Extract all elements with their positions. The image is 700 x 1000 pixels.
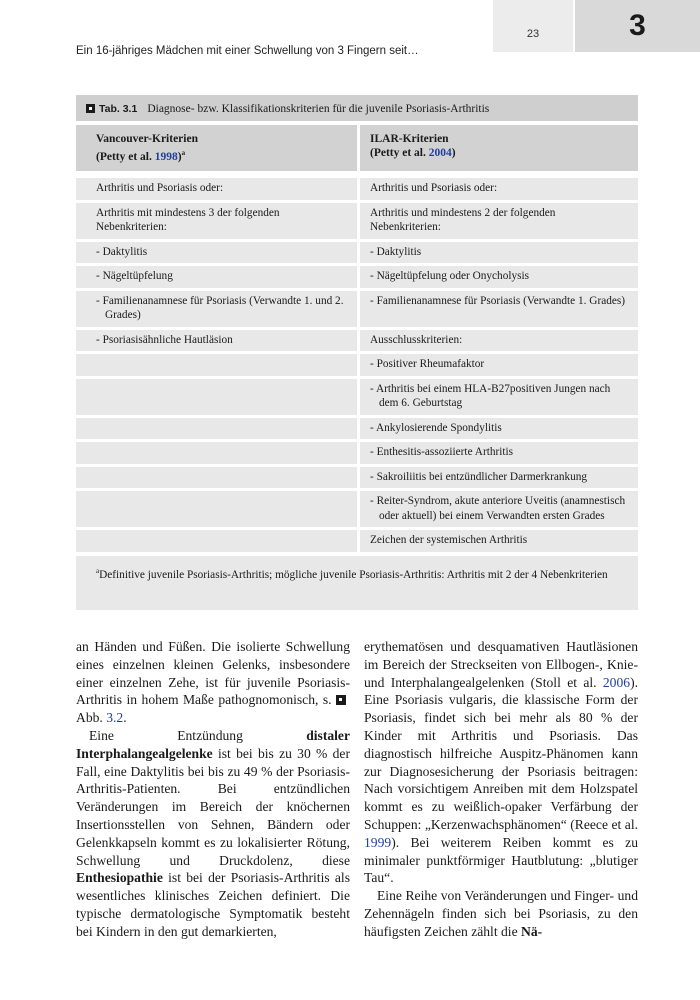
- table-cell-ilar: - Ankylosierende Spondylitis: [357, 418, 638, 440]
- body-column-left: [76, 638, 350, 941]
- table-cell-vancouver: - Nägeltüpfelung: [96, 270, 173, 282]
- table-row: [76, 174, 638, 200]
- table-header-row: [76, 125, 638, 171]
- table-footnote: $^a$Definitive juvenile Psoriasis-Arthritis; mögliche juvenile Psoriasis-Arthritis: Arthritis mit 2 der 4 Nebenkriterien: [76, 552, 638, 610]
- criteria-table: [76, 95, 638, 610]
- table-cell-ilar: Zeichen der systemischen Arthritis: [357, 530, 638, 552]
- table-row: [76, 415, 638, 440]
- table-cell-ilar: Arthritis und Psoriasis oder:: [357, 178, 638, 200]
- table-cell-ilar: - Daktylitis: [357, 242, 638, 264]
- table-row: [76, 464, 638, 489]
- table-cell-ilar: - Familienanamnese für Psoriasis (Verwandte 1. Grades): [357, 291, 638, 327]
- table-row: [76, 439, 638, 464]
- citation-link[interactable]: 2006: [602, 674, 631, 690]
- table-caption: [76, 95, 638, 125]
- table-row: [76, 288, 638, 327]
- body-column-right: [364, 638, 638, 941]
- table-cell-ilar: - Sakroiliitis bei entzündlicher Darmerkrankung: [357, 467, 638, 489]
- table-cell-ilar: Arthritis und mindestens 2 der folgenden Nebenkriterien:: [357, 203, 638, 239]
- table-cell-vancouver: - Familienanamnese für Psoriasis (Verwandte 1. und 2. Grades): [96, 294, 344, 321]
- citation-link[interactable]: 2004: [428, 147, 452, 159]
- table-cell-ilar: - Positiver Rheumafaktor: [357, 354, 638, 376]
- table-cell-vancouver: [76, 379, 357, 415]
- table-cell-vancouver: Arthritis mit mindestens 3 der folgenden Nebenkriterien:: [96, 206, 280, 233]
- table-cell-vancouver: [76, 467, 357, 489]
- table-label: Tab. 3.1: [86, 103, 137, 115]
- table-cell-vancouver: [76, 442, 357, 464]
- figure-square-icon: [336, 695, 346, 705]
- table-row: [76, 200, 638, 239]
- table-row: [76, 239, 638, 264]
- paragraph: an Händen und Füßen. Die isolierte Schwellung eines einzelnen kleinen Gelenks, insbesondere einer einzelnen Zehe, ist für juvenile Psoriasis-Arthritis in hohem Maße pathognomonisch, s. Abb. 3.2.: [76, 639, 350, 726]
- table-cell-ilar: - Enthesitis-assoziierte Arthritis: [357, 442, 638, 464]
- table-cell-vancouver: Arthritis und Psoriasis oder:: [96, 182, 224, 194]
- table-square-icon: [86, 104, 95, 113]
- table-cell-vancouver: [76, 530, 357, 552]
- table-header-vancouver: Vancouver-Kriterien (Petty et al. 1998)$^a$: [96, 133, 198, 163]
- table-row: [76, 351, 638, 376]
- table-row: [76, 527, 638, 552]
- table-cell-vancouver: [76, 491, 357, 527]
- table-cell-vancouver: [76, 418, 357, 440]
- table-title: Diagnose- bzw. Klassifikationskriterien für die juvenile Psoriasis-Arthritis: [147, 103, 490, 115]
- table-cell-vancouver: - Psoriasisähnliche Hautläsion: [96, 333, 233, 346]
- paragraph: Eine Entzündung distaler Interphalangealgelenke ist bei bis zu 30 % der Fall, eine Daktylitis bei bis zu 49 % der Psoriasis-Arthritis-Patienten. Bei entzündlichen Veränderungen im Bereich der knöchernen Insertionsstellen von Sehnen, Bändern oder Gelenkkapseln kommt es zu lokalisierter Rötung, Schwellung und Druckdolenz, diese Enthesiopathie ist bei der Psoriasis-Arthritis als wesentliches klinisches Zeichen definiert. Die typische dermatologische Symptomatik besteht bei Kindern in den gut demarkierten,: [76, 727, 350, 939]
- table-header-ilar: ILAR-Kriterien (Petty et al. 2004): [357, 125, 638, 171]
- citation-link[interactable]: 1998: [154, 150, 178, 163]
- table-cell-ilar: - Reiter-Syndrom, akute anteriore Uveitis (anamnestisch oder aktuell) bei einem Verwandten ersten Grades: [357, 491, 638, 527]
- table-row: [76, 376, 638, 415]
- page-number-box: [493, 0, 573, 52]
- paragraph: erythematösen und desquamativen Hautläsionen im Bereich der Streckseiten von Ellbogen-, Knie- und Interphalangealgelenken (Stoll et al. 2006). Eine Psoriasis vulgaris, die klassische Form der Psoriasis, findet sich bei mehr als 80 % der Kinder mit Arthritis und Psoriasis. Das diagnostisch hilfreiche Auspitz-Phänomen kann zur Diagnosesicherung der Psoriasis beitragen: Nach vorsichtigem Anreiben mit dem Holzspatel kommt es zu weißlich-opaker Verfärbung der Schuppen: „Kerzenwachsphänomen“ (Reece et al. 1999). Bei weiterem Reiben kommt es zu minimaler punktförmiger Hautblutung: „blutiger Tau“.: [364, 639, 638, 886]
- chapter-tab: [575, 0, 700, 52]
- table-cell-vancouver: [76, 354, 357, 376]
- table-row: [76, 263, 638, 288]
- table-cell-ilar: - Arthritis bei einem HLA-B27positiven Jungen nach dem 6. Geburtstag: [357, 379, 638, 415]
- chapter-number: 3: [629, 9, 646, 42]
- paragraph: Eine Reihe von Veränderungen und Finger- und Zehennägeln finden sich bei Psoriasis, zu den häufigsten Zeichen zählt die Nä-: [364, 888, 638, 939]
- table-row: [76, 488, 638, 527]
- figure-link[interactable]: 3.2: [106, 710, 124, 726]
- table-cell-ilar: Ausschlusskriterien:: [357, 330, 638, 352]
- table-cell-ilar: - Nägeltüpfelung oder Onycholysis: [357, 266, 638, 288]
- running-title: Ein 16-jähriges Mädchen mit einer Schwellung von 3 Fingern seit…: [76, 45, 419, 57]
- table-body: [76, 171, 638, 552]
- table-cell-vancouver: - Daktylitis: [96, 245, 148, 258]
- page-number: 23: [526, 28, 540, 40]
- table-row: [76, 327, 638, 352]
- citation-link[interactable]: 1999: [364, 834, 392, 850]
